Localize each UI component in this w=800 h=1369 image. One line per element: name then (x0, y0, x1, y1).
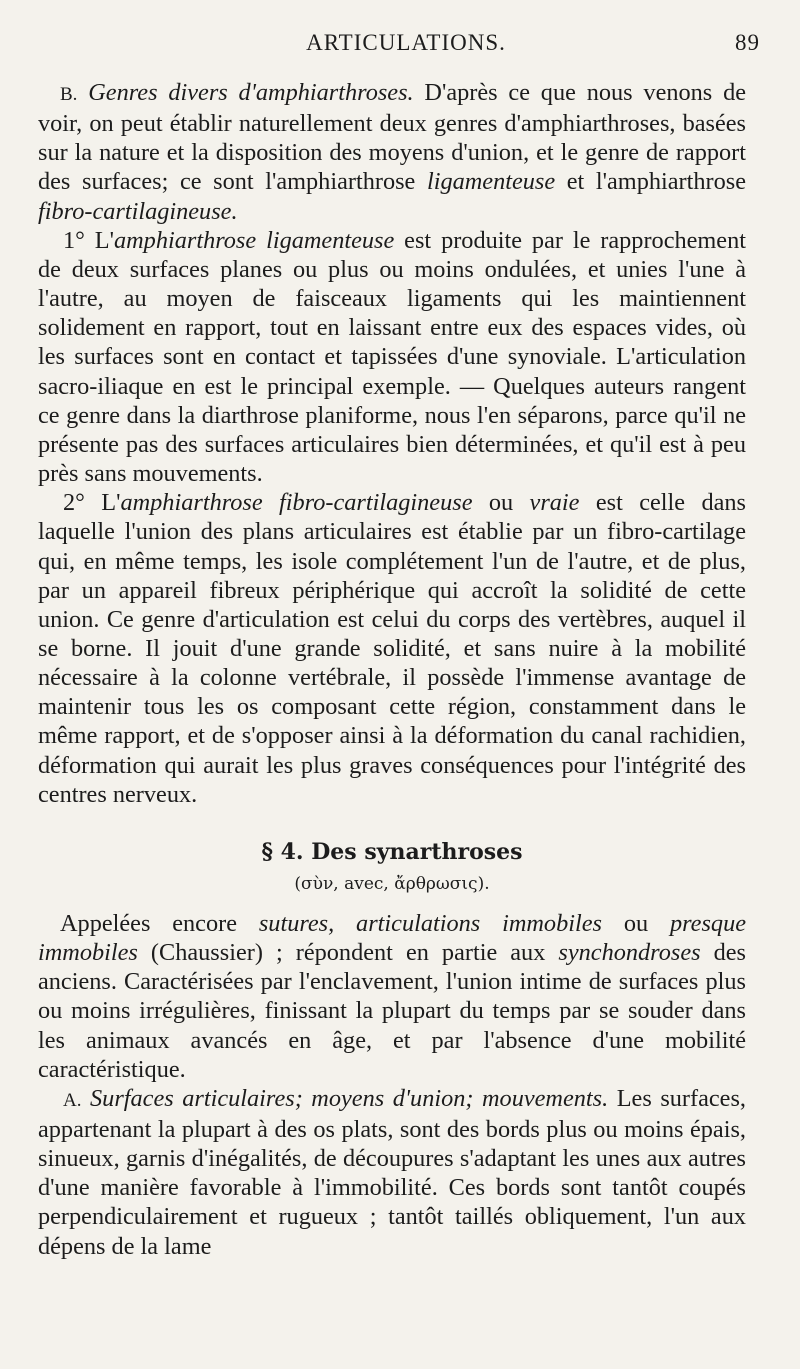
paragraph-3-text: ou (601, 909, 670, 937)
italic-term: sutures, articulations immobiles (258, 909, 602, 937)
section-heading: § 4. Des synarthroses (261, 838, 523, 865)
paragraph-marker-b: B. (60, 84, 78, 105)
italic-term: ligamenteuse (426, 168, 556, 196)
paragraph-2 (38, 488, 746, 809)
italic-term: amphiarthrose ligamenteuse (113, 226, 395, 254)
italic-term: amphiarthrose fibro-cartilagineuse (120, 489, 473, 517)
italic-term: presque immobiles (38, 909, 747, 967)
paragraph-3 (38, 909, 746, 1084)
paragraph-1-number: 1° L' (63, 226, 114, 254)
paragraph-b-text: D'après ce que nous venons de voir, on peut établir naturellement deux genres d'amphiarthroses, basées sur la nature et la disposition des moyens d'union, et le genre de rapport des surfaces; ce sont l'amphiarthrose (38, 79, 747, 196)
paragraph-3-text: (Chaussier) ; répondent en partie aux (137, 939, 559, 967)
paragraph-b-heading: Genres divers d'amphiarthroses. (88, 79, 414, 106)
paragraph-3-text: Appelées encore (60, 909, 259, 937)
paragraph-1-text: est produite par le rapprochement de deux surfaces planes ou plus ou moins ondulées, et unies l'une à l'autre, au moyen de faisceaux ligaments qui les maintiennent solidement en rapport, tout en laissant entre eux des espaces vides, où les surfaces sont en contact et tapissées d'une synoviale. L'articulation sacro-iliaque en est le principal exemple. — Quelques auteurs rangent ce genre dans la diarthrose planiforme, nous l'en séparons, parce qu'il ne présente pas des surfaces articulaires bien déterminées, et qu'il est à peu près sans mouvements. (38, 226, 746, 488)
paragraph-a-text: Les surfaces, appartenant la plupart à des os plats, sont des bords plus ou moins épais, sinueux, garnis d'inégalités, de découpures s'adaptant les unes aux autres d'une manière favorable à l'immobilité. Ces bords sont tantôt coupés perpendiculairement et rugueux ; tantôt taillés obliquement, l'un aux dépens de la lame (38, 1084, 746, 1260)
paragraph-a-heading: Surfaces articulaires; moyens d'union; mouvements. (90, 1084, 609, 1112)
body-text (38, 78, 746, 1261)
paragraph-marker-a: A. (63, 1089, 82, 1111)
paragraph-b-text: et l'amphiarthrose (555, 168, 746, 196)
running-title: ARTICULATIONS. (306, 30, 506, 55)
paragraph-2-text: est celle dans laquelle l'union des plans articulaires est établie par un fibro-cartilage qui, en même temps, les isole complétement l'un de l'autre, et de plus, par un appareil fibreux périphérique qui accroît la solidité de cette union. Ce genre d'articulation est celui du corps des vertèbres, auquel il se borne. Il jouit d'une grande solidité, et sans nuire à la mobilité nécessaire à la colonne vertébrale, il possède l'immense avantage de maintenir tous les os composant cette région, constamment dans le même rapport, et de s'opposer ainsi à la déformation du canal rachidien, déformation qui aurait les plus graves conséquences pour l'intégrité des centres nerveux. (38, 489, 746, 808)
italic-term: vraie (529, 489, 580, 517)
paragraph-b (38, 78, 746, 226)
page-number: 89 (735, 30, 760, 55)
paragraph-2-text: ou (472, 489, 530, 517)
running-head (40, 30, 772, 64)
paragraph-a (38, 1084, 746, 1261)
paragraph-2-number: 2° L' (63, 489, 121, 517)
paragraph-3-text: des anciens. Caractérisées par l'enclavement, l'union intime de surfaces plus ou moins irrégulières, finissant la plupart du temps par se souder dans les animaux avancés en âge, et par l'absence d'une mobilité caractéristique. (38, 939, 747, 1083)
greek-etymology: (σὺν, avec, ἄρθρωσις). (294, 873, 490, 894)
italic-term: fibro-cartilagineuse. (38, 197, 238, 225)
paragraph-1 (38, 226, 746, 488)
italic-term: synchondroses (558, 939, 701, 967)
